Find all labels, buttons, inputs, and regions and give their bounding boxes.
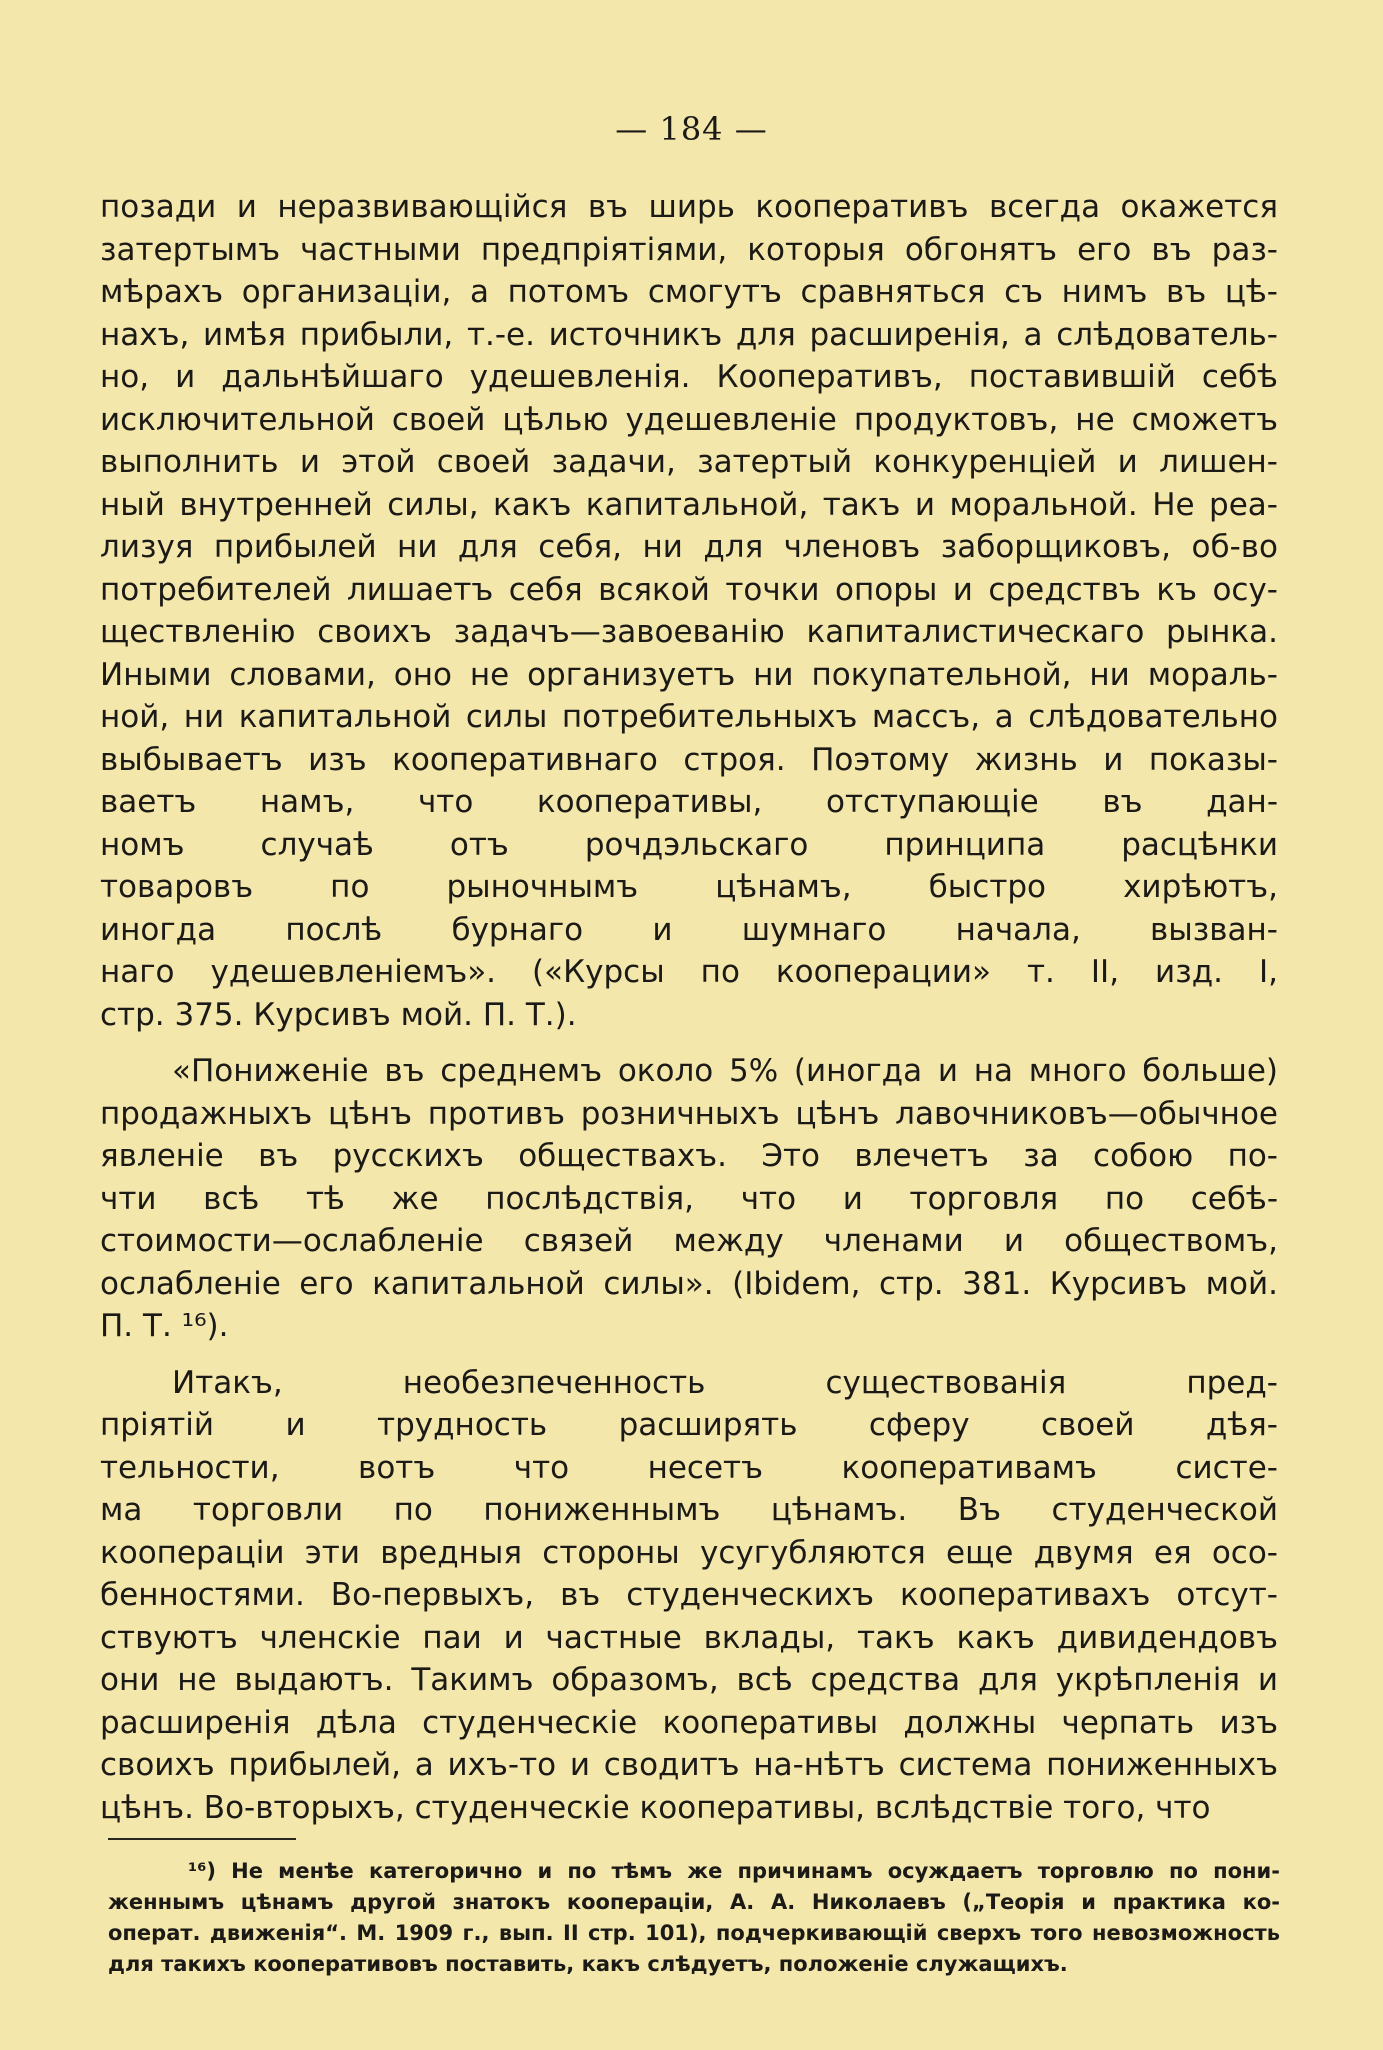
main-text xyxy=(100,186,1278,1829)
text-line: лизуя прибылей ни для себя, ни для членовъ заборщиковъ, об-во xyxy=(100,529,1278,565)
footnote-divider xyxy=(108,1838,296,1840)
text-line: потребителей лишаетъ себя всякой точки опоры и средствъ къ осу- xyxy=(100,571,1278,608)
text-line: Иными словами, оно не организуетъ ни покупательной, ни мораль- xyxy=(100,656,1278,693)
text-line: тельности, вотъ что несетъ кооперативамъ систе- xyxy=(100,1449,1278,1486)
page-number: — 184 — xyxy=(615,110,768,148)
text-line: своихъ прибылей, а ихъ-то и сводитъ на-нѣтъ система пониженныхъ xyxy=(100,1747,1278,1783)
text-line: стр. 375. Курсивъ мой. П. Т.). xyxy=(100,996,577,1033)
text-line: они не выдаютъ. Такимъ образомъ, всѣ средства для укрѣпленія и xyxy=(100,1662,1278,1698)
text-line: пріятій и трудность расширять сферу своей дѣя- xyxy=(100,1407,1278,1443)
text-line: позади и неразвивающійся въ ширь кооперативъ всегда окажется xyxy=(100,189,1278,225)
text-line: ма торговли по пониженнымъ цѣнамъ. Въ студенческой xyxy=(100,1492,1278,1528)
text-line: бенностями. Во-первыхъ, въ студенческихъ кооперативахъ отсут- xyxy=(100,1577,1278,1613)
paragraph-conclusion xyxy=(100,1362,1278,1830)
text-line: ваетъ намъ, что кооперативы, отступающіе въ дан- xyxy=(100,784,1278,820)
text-line: номъ случаѣ отъ рочдэльскаго принципа расцѣнки xyxy=(100,826,1278,863)
text-line: стоимости—ослабленіе связей между членами и обществомъ, xyxy=(100,1223,1278,1259)
text-line: ослабленіе его капитальной силы». (Ibidem, стр. 381. Курсивъ мой. xyxy=(100,1265,1278,1302)
text-line: цѣнъ. Во-вторыхъ, студенческіе кооперативы, вслѣдствіе того, что xyxy=(100,1789,1211,1826)
text-line: выполнить и этой своей задачи, затертый конкуренціей и лишен- xyxy=(100,444,1278,480)
text-line: чти всѣ тѣ же послѣдствія, что и торговля по себѣ- xyxy=(100,1180,1278,1217)
paragraph-quote-continuation xyxy=(100,186,1278,1036)
text-line: иногда послѣ бурнаго и шумнаго начала, вызван- xyxy=(100,911,1278,948)
text-line: нахъ, имѣя прибыли, т.-е. источникъ для расширенія, а слѣдователь- xyxy=(100,316,1278,353)
text-line: расширенія дѣла студенческіе кооперативы должны черпать изъ xyxy=(100,1704,1278,1741)
text-line: мѣрахъ организаціи, а потомъ смогутъ сравняться съ нимъ въ цѣ- xyxy=(100,274,1278,310)
text-line: ществленію своихъ задачъ—завоеванію капиталистическаго рынка. xyxy=(100,614,1278,650)
text-line: продажныхъ цѣнъ противъ розничныхъ цѣнъ лавочниковъ—обычное xyxy=(100,1095,1278,1132)
text-line: П. Т. ¹⁶). xyxy=(100,1308,229,1344)
footnote-line: операт. движенія“. М. 1909 г., вып. II стр. 101), подчеркивающій сверхъ того невозможность xyxy=(108,1921,1280,1945)
text-line: товаровъ по рыночнымъ цѣнамъ, быстро хирѣютъ, xyxy=(100,869,1278,905)
text-line: ной, ни капитальной силы потребительныхъ массъ, а слѣдовательно xyxy=(100,699,1278,735)
text-line: но, и дальнѣйшаго удешевленія. Кооперативъ, поставившій себѣ xyxy=(100,359,1278,395)
text-line: ствуютъ членскіе паи и частные вклады, такъ какъ дивидендовъ xyxy=(100,1619,1278,1656)
footnote xyxy=(108,1856,1280,1980)
text-line: затертымъ частными предпріятіями, которыя обгонятъ его въ раз- xyxy=(100,231,1278,268)
text-line: Итакъ, необезпеченность существованія пред- xyxy=(172,1364,1278,1401)
paragraph-quote-second xyxy=(100,1050,1278,1348)
text-line: наго удешевленіемъ». («Курсы по кооперации» т. II, изд. I, xyxy=(100,954,1278,990)
paragraph-gap xyxy=(100,1348,1278,1362)
text-line: явленіе въ русскихъ обществахъ. Это влечетъ за собою по- xyxy=(100,1138,1278,1174)
text-line: «Пониженіе въ среднемъ около 5% (иногда и на много больше) xyxy=(172,1053,1278,1089)
text-line: коопераціи эти вредныя стороны усугубляются еще двумя ея осо- xyxy=(100,1534,1278,1571)
footnote-line: ¹⁶) Не менѣе категорично и по тѣмъ же причинамъ осуждаетъ торговлю по пони- xyxy=(188,1859,1280,1883)
text-line: ный внутренней силы, какъ капитальной, такъ и моральной. Не реа- xyxy=(100,486,1278,523)
text-line: выбываетъ изъ кооперативнаго строя. Поэтому жизнь и показы- xyxy=(100,741,1278,778)
footnote-line: женнымъ цѣнамъ другой знатокъ коопераціи, А. А. Николаевъ („Теорія и практика ко- xyxy=(108,1890,1280,1914)
footnote-line: для такихъ кооперативовъ поставить, какъ слѣдуетъ, положеніе служащихъ. xyxy=(108,1952,1068,1976)
text-line: исключительной своей цѣлью удешевленіе продуктовъ, не сможетъ xyxy=(100,401,1278,438)
paragraph-gap xyxy=(100,1036,1278,1050)
